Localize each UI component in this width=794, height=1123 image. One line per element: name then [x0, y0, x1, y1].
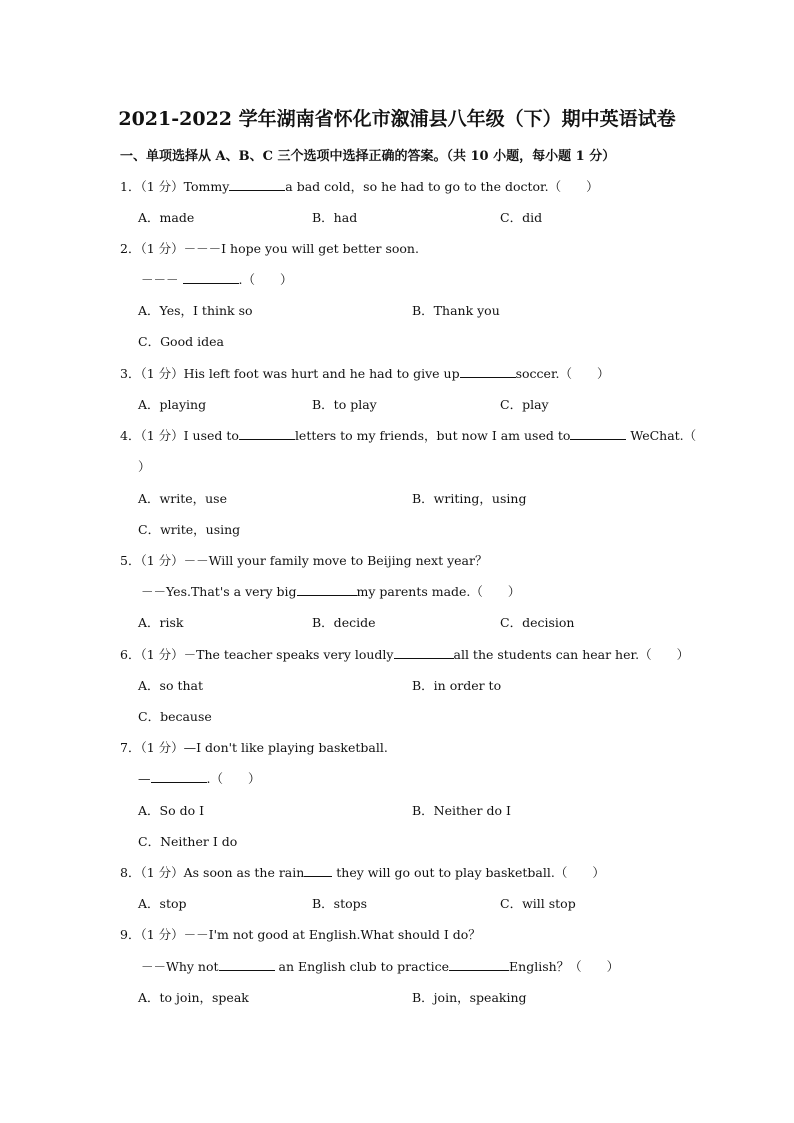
question-8	[120, 863, 605, 881]
answer-blank	[151, 770, 207, 783]
question-5-reply	[141, 582, 520, 600]
question-2-reply	[141, 270, 293, 288]
option-b: B．decide	[312, 615, 376, 630]
option-a: A．to join，speak	[138, 990, 249, 1005]
question-6-text: 6．（1 分）－The teacher speaks very loudly	[120, 647, 394, 662]
section-heading: 一、单项选择从 A、B、C 三个选项中选择正确的答案。（共 10 小题，每小题 1 分）	[120, 149, 616, 164]
question-7: 7．（1 分）—I don't like playing basketball.	[120, 740, 388, 755]
answer-blank	[304, 864, 332, 877]
option-c: C．Neither I do	[138, 834, 238, 849]
option-c: C．decision	[500, 615, 575, 630]
question-9: 9．（1 分）－－I'm not good at English.What should I do？	[120, 927, 481, 942]
question-5-reply-end: my parents made.（ ）	[356, 584, 521, 599]
option-a: A．Yes，I think so	[138, 303, 253, 318]
question-3-text: 3．（1 分）His left foot was hurt and he had to give up	[120, 366, 460, 381]
question-6	[120, 645, 689, 663]
option-c: C．will stop	[500, 896, 576, 911]
question-6-text-cont: all the students can hear her.（ ）	[453, 647, 690, 662]
option-b: B．in order to	[412, 678, 502, 693]
question-4-text-end: WeChat.（	[626, 428, 697, 443]
question-1-text: 1．（1 分）Tommy	[120, 179, 230, 194]
question-4-text-cont: letters to my friends，but now I am used to	[294, 428, 571, 443]
question-9-reply	[141, 957, 619, 975]
question-8-text: 8．（1 分）As soon as the rain	[120, 865, 305, 880]
question-4-paren: ）	[138, 459, 151, 474]
option-a: A．write，use	[138, 491, 227, 506]
option-a: A．so that	[138, 678, 203, 693]
question-9-reply-mid: an English club to practice	[274, 959, 450, 974]
option-a: A．risk	[138, 615, 184, 630]
answer-blank	[219, 958, 275, 971]
exam-title: 2021-2022 学年湖南省怀化市溆浦县八年级（下）期中英语试卷	[118, 108, 676, 130]
question-9-reply-text: －－Why not	[141, 959, 219, 974]
question-3	[120, 364, 610, 382]
answer-blank	[229, 178, 285, 191]
dash-prefix: —	[138, 771, 151, 786]
question-3-text-cont: soccer.（ ）	[515, 366, 610, 381]
option-b: B．writing，using	[412, 491, 527, 506]
answer-blank	[394, 646, 454, 659]
option-c: C．because	[138, 709, 212, 724]
answer-blank	[239, 427, 295, 440]
answer-blank	[570, 427, 626, 440]
question-4	[120, 426, 696, 444]
option-a: A．So do I	[138, 803, 205, 818]
option-b: B．to play	[312, 397, 377, 412]
question-4-text: 4．（1 分）I used to	[120, 428, 239, 443]
question-9-reply-end: English？（ ）	[509, 959, 620, 974]
option-b: B．stops	[312, 896, 368, 911]
question-7-reply	[138, 769, 260, 787]
option-a: A．made	[138, 210, 195, 225]
question-7-reply-end: .（ ）	[206, 771, 261, 786]
question-8-text-cont: they will go out to play basketball.（ ）	[332, 865, 605, 880]
question-1	[120, 177, 599, 195]
option-b: B．had	[312, 210, 358, 225]
option-b: B．join，speaking	[412, 990, 527, 1005]
answer-blank	[449, 958, 509, 971]
option-a: A．stop	[138, 896, 187, 911]
question-2: 2．（1 分）－－－I hope you will get better soon.	[120, 241, 419, 256]
question-5: 5．（1 分）－－Will your family move to Beijing next year？	[120, 553, 488, 568]
option-c: C．play	[500, 397, 549, 412]
question-2-reply-end: .（ ）	[238, 272, 293, 287]
answer-blank	[183, 271, 239, 284]
option-b: B．Thank you	[412, 303, 500, 318]
option-a: A．playing	[138, 397, 207, 412]
answer-blank	[460, 365, 516, 378]
option-c: C．Good idea	[138, 334, 224, 349]
question-5-reply-text: －－Yes.That's a very big	[141, 584, 297, 599]
option-b: B．Neither do I	[412, 803, 511, 818]
answer-blank	[297, 583, 357, 596]
option-c: C．write，using	[138, 522, 241, 537]
question-1-text-cont: a bad cold，so he had to go to the doctor.（ ）	[285, 179, 599, 194]
dash-prefix: －－－	[141, 272, 179, 287]
option-c: C．did	[500, 210, 543, 225]
